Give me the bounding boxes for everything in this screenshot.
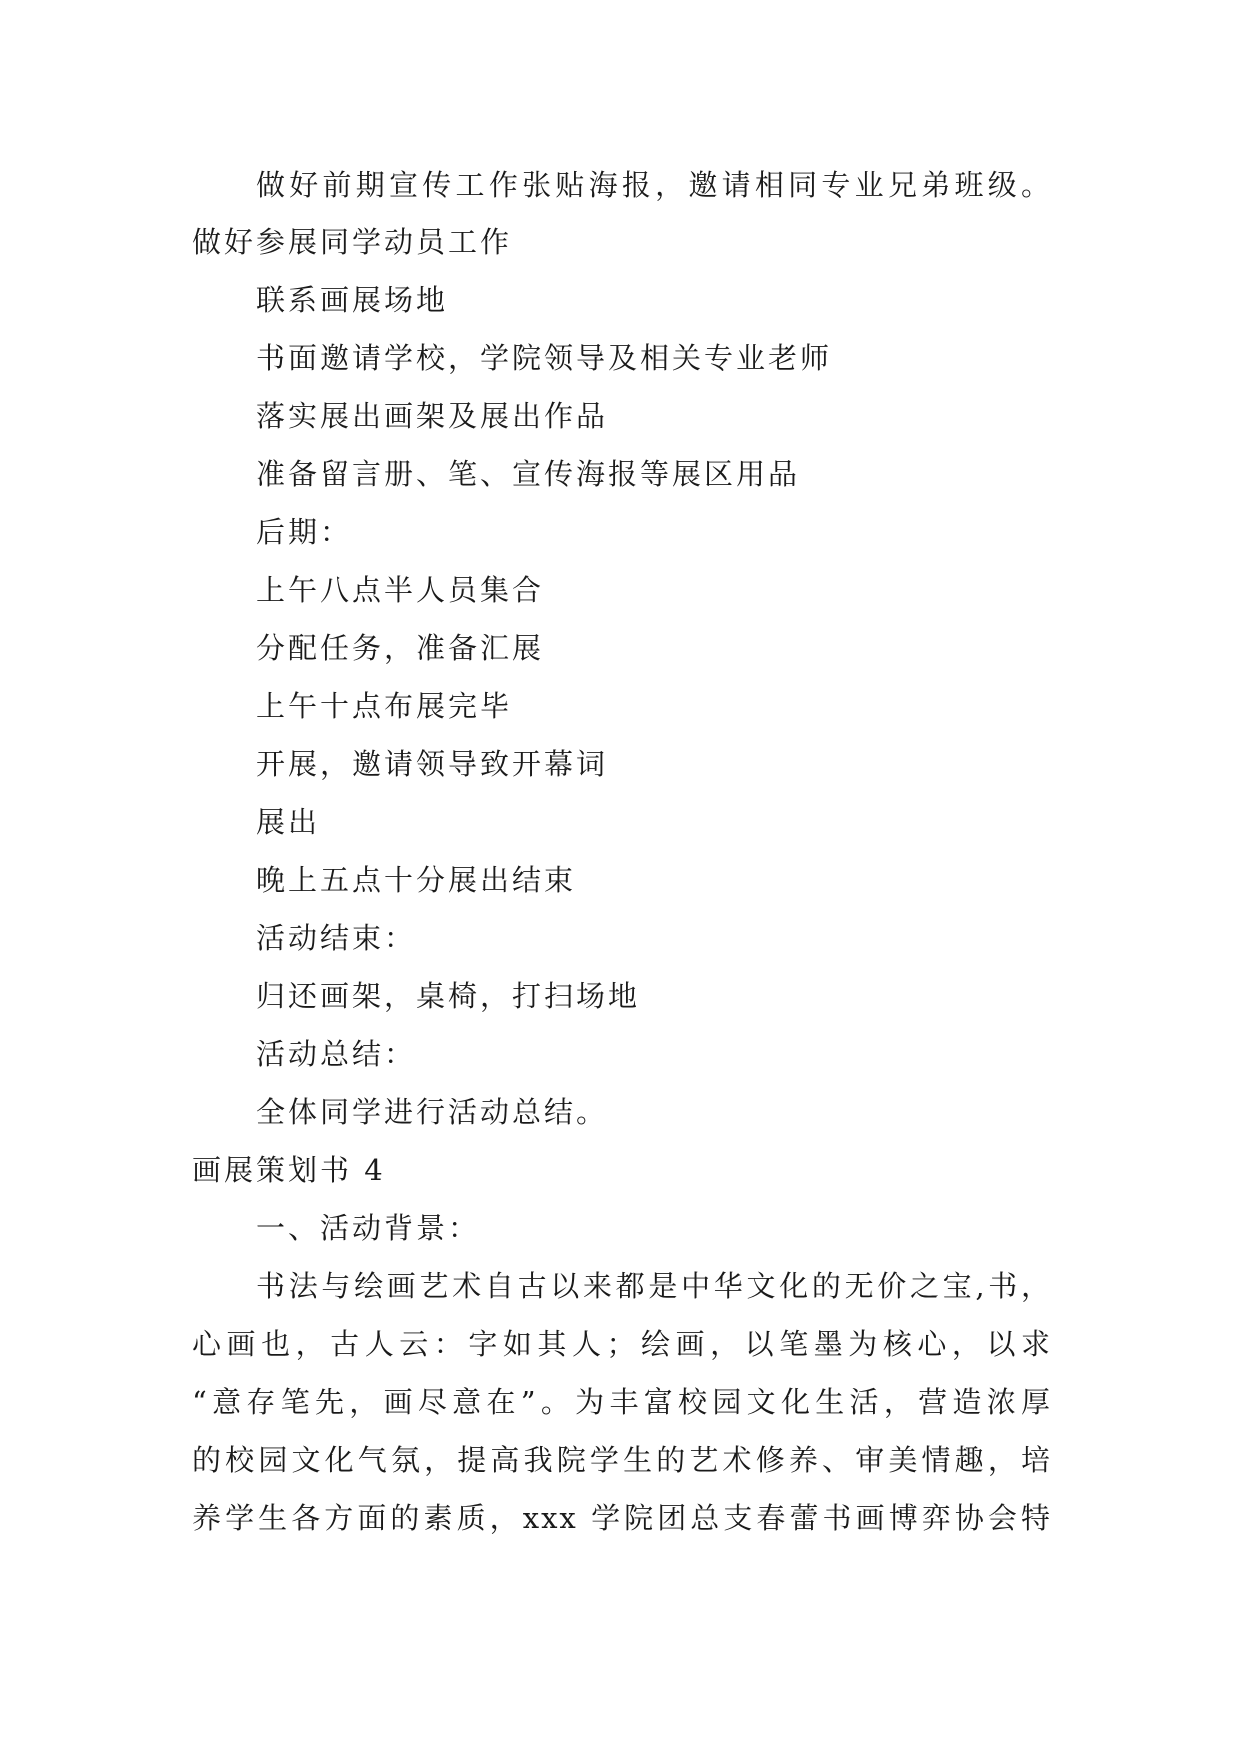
paragraph-line: 做好前期宣传工作张贴海报，邀请相同专业兄弟班级。 (256, 168, 1052, 202)
paragraph-line: 上午十点布展完毕 (256, 689, 513, 723)
section-heading: 一、活动背景： (256, 1211, 481, 1245)
paragraph-line: 分配任务，准备汇展 (256, 631, 545, 665)
paragraph-line: 晚上五点十分展出结束 (256, 863, 577, 897)
paragraph-line: 联系画展场地 (256, 283, 449, 317)
paragraph-line: 做好参展同学动员工作 (192, 225, 513, 259)
paragraph-line: 书法与绘画艺术自古以来都是中华文化的无价之宝,书， (256, 1269, 1052, 1303)
paragraph-line: 养学生各方面的素质，xxx 学院团总支春蕾书画博弈协会特 (192, 1501, 1052, 1535)
paragraph-line: 上午八点半人员集合 (256, 573, 545, 607)
paragraph-line: 开展，邀请领导致开幕词 (256, 747, 609, 781)
paragraph-line: 书面邀请学校，学院领导及相关专业老师 (256, 341, 833, 375)
section-label: 活动总结： (256, 1037, 417, 1071)
paragraph-line: 展出 (256, 805, 321, 839)
paragraph-line: 的校园文化气氛，提高我院学生的艺术修养、审美情趣，培 (192, 1443, 1052, 1477)
document-heading: 画展策划书 4 (192, 1153, 386, 1187)
section-label: 活动结束： (256, 921, 417, 955)
paragraph-line: 归还画架，桌椅，打扫场地 (256, 979, 641, 1013)
paragraph-line: 心画也，古人云：字如其人；绘画，以笔墨为核心，以求 (192, 1327, 1052, 1361)
paragraph-line: 全体同学进行活动总结。 (256, 1095, 609, 1129)
paragraph-line: 落实展出画架及展出作品 (256, 399, 609, 433)
paragraph-line: 准备留言册、笔、宣传海报等展区用品 (256, 457, 801, 491)
section-label: 后期： (256, 515, 353, 549)
paragraph-line: “意存笔先，画尽意在”。为丰富校园文化生活，营造浓厚 (192, 1385, 1052, 1419)
